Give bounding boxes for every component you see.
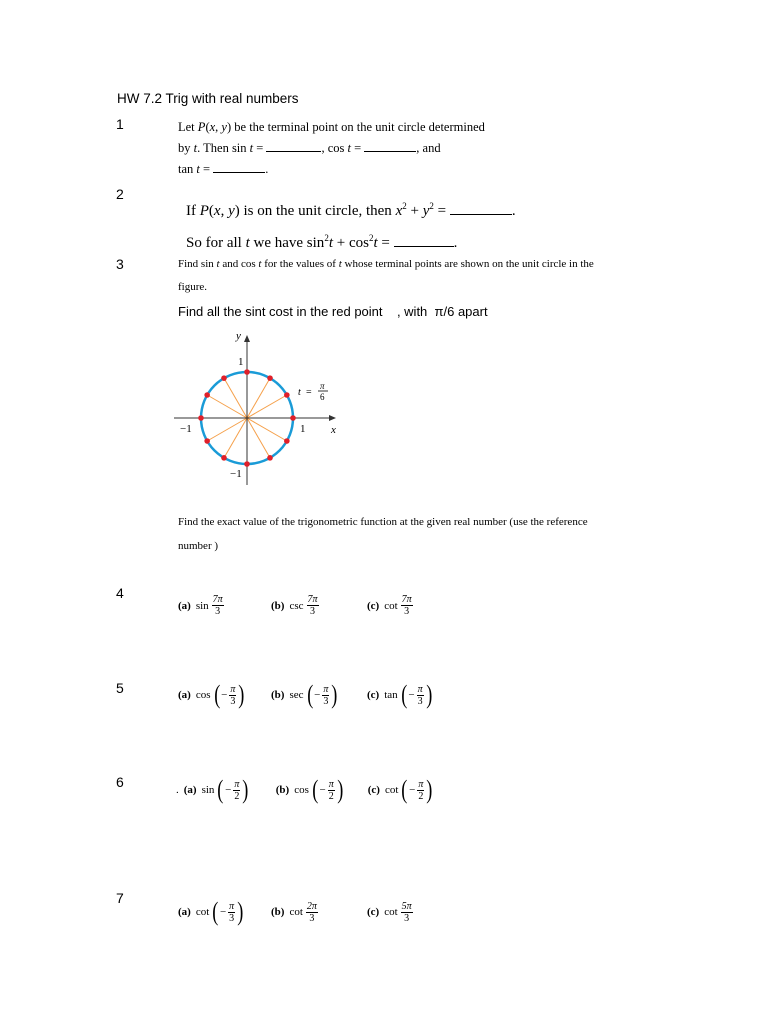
t-equals: = (306, 387, 312, 398)
radius-ray (207, 418, 247, 441)
x-axis-arrow (329, 415, 336, 421)
radius-ray (247, 395, 287, 418)
reference-line-2: number ) (178, 540, 219, 552)
q1-line-2: by t. Then sin t = , cos t = , and (178, 141, 441, 155)
y-axis-label: y (236, 330, 241, 342)
terminal-point (244, 461, 250, 467)
question-2-text (186, 193, 516, 257)
q3-line-2: figure. (178, 281, 208, 293)
answer-blank (364, 140, 416, 152)
x-axis-label: x (331, 424, 336, 436)
q7-part-b: (b) cot $\frac{2\pi}{3}$ (271, 900, 317, 924)
terminal-point (204, 438, 210, 444)
question-number-2: 2 (116, 186, 124, 202)
question-7-parts (178, 899, 414, 925)
reference-line-1: Find the exact value of the trigonometric function at the given real number (use the reference (178, 516, 588, 528)
t-value-numerator: π (320, 381, 325, 391)
answer-blank (394, 235, 454, 247)
tick-label-left: −1 (180, 423, 192, 435)
terminal-point (244, 369, 250, 375)
tick-label-top: 1 (238, 356, 244, 368)
reference-instructions (178, 510, 588, 558)
q6-part-b: (b) cos ( − $\frac{\pi}{2}$ ) (275, 775, 344, 804)
question-6-parts (176, 777, 434, 803)
terminal-point (198, 415, 204, 421)
document-title: HW 7.2 Trig with real numbers (117, 91, 299, 106)
radius-ray (247, 378, 270, 418)
q2-line-1: If P(x, y) is on the unit circle, then $x^2 + y^2$ = . (186, 201, 516, 219)
q5-part-c: (c) tan ( − $\frac{\pi}{3}$ ) (367, 680, 432, 709)
q7-part-c: (c) cot $\frac{5\pi}{3}$ (367, 900, 412, 924)
q5-part-b: (b) sec ( − $\frac{\pi}{3}$ ) (271, 680, 338, 709)
t-value-denominator: 6 (320, 392, 325, 402)
q1-line-1: Let P(x, y) be the terminal point on the unit circle determined (178, 120, 485, 134)
q4-part-c: (c) cot $\frac{7\pi}{3}$ (367, 594, 412, 617)
terminal-point (204, 392, 210, 398)
q7-part-a: (a) cot ( − $\frac{\pi}{3}$ ) (178, 897, 244, 926)
answer-blank (213, 161, 265, 173)
q6-lead-dot: . (176, 784, 179, 796)
question-number-5: 5 (116, 680, 124, 696)
radius-ray (247, 418, 287, 441)
q4-part-a: (a) sin $\frac{7\pi}{3}$ (178, 594, 223, 617)
q5-part-a: (a) cos ( − $\frac{\pi}{3}$ ) (178, 680, 245, 709)
question-number-6: 6 (116, 774, 124, 790)
question-number-1: 1 (116, 116, 124, 132)
terminal-point (221, 375, 227, 381)
question-5-parts (178, 682, 433, 708)
question-4-parts (178, 594, 414, 617)
terminal-point (284, 392, 290, 398)
q4-part-b: (b) csc $\frac{7\pi}{3}$ (271, 594, 318, 617)
question-number-3: 3 (116, 256, 124, 272)
instruction-note: Find all the sint cost in the red point , with π/6 apart (178, 304, 488, 319)
question-1-text (178, 117, 485, 180)
q1-line-3: tan t = . (178, 162, 269, 176)
q3-line-1: Find sin t and cos t for the values of t whose terminal points are shown on the unit circle in the (178, 258, 594, 270)
answer-blank (450, 203, 512, 215)
t-label: t (298, 387, 301, 398)
terminal-point (267, 455, 273, 461)
radius-ray (247, 418, 270, 458)
q6-part-a: (a) sin ( − $\frac{\pi}{2}$ ) (183, 775, 249, 804)
answer-blank (266, 140, 321, 152)
terminal-point (290, 415, 296, 421)
tick-label-bottom: −1 (230, 468, 242, 480)
tick-label-right: 1 (300, 423, 306, 435)
question-3-text (178, 253, 594, 299)
y-axis-arrow (244, 335, 250, 342)
terminal-point (267, 375, 273, 381)
q2-line-2: So for all t we have $\sin^2t + \cos^2t$ = . (186, 233, 458, 251)
unit-circle-figure (170, 325, 350, 490)
q6-part-c: (c) cot ( − $\frac{\pi}{2}$ ) (367, 775, 433, 804)
radius-ray (224, 418, 247, 458)
terminal-point (284, 438, 290, 444)
terminal-point (221, 455, 227, 461)
question-number-7: 7 (116, 890, 124, 906)
radius-ray (207, 395, 247, 418)
question-number-4: 4 (116, 585, 124, 601)
radius-ray (224, 378, 247, 418)
